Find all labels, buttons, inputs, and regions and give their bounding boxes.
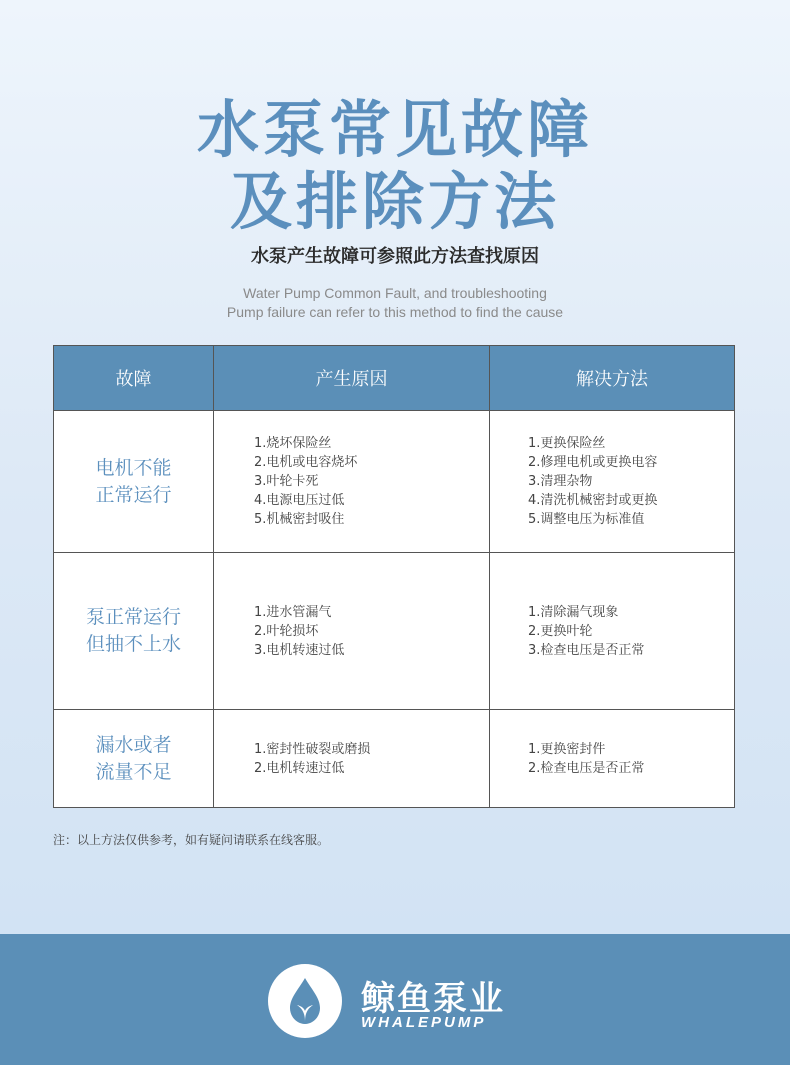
solution-item: 2.修理电机或更换电容 [528,455,658,470]
fault-text: 泵正常运行 [85,606,181,628]
solution-cell [490,710,734,807]
cause-item: 2.电机或电容烧坏 [254,455,358,470]
column-header-cause: 产生原因 [214,346,490,410]
table-row [54,411,734,553]
column-header-fault: 故障 [54,346,214,410]
cause-item: 5.机械密封吸住 [254,512,345,527]
column-header-solution: 解决方法 [576,369,648,390]
footer-banner [0,934,790,1065]
solution-cell [490,553,734,709]
solution-item: 2.检查电压是否正常 [528,760,645,776]
solution-cell [490,411,734,552]
subtitle: 水泵产生故障可参照此方法查找原因 [251,246,539,267]
cause-item: 1.进水管漏气 [254,604,332,620]
cause-item: 3.电机转速过低 [254,642,345,658]
cause-item: 2.叶轮损坏 [254,623,319,639]
solution-item: 1.更换密封件 [528,741,606,757]
solution-item: 5.调整电压为标准值 [528,512,645,527]
table-row [54,553,734,710]
english-subtitle-line1: Water Pump Common Fault, and troubleshooting [243,285,547,301]
fault-text: 正常运行 [95,483,172,506]
fault-text: 漏水或者 [95,733,172,756]
whale-tail-drop-icon [268,964,342,1038]
cause-item: 1.烧坏保险丝 [254,436,332,451]
solution-item: 1.清除漏气现象 [528,604,619,620]
cause-item: 1.密封性破裂或磨损 [254,741,371,757]
cause-item: 3.叶轮卡死 [254,474,319,489]
cause-cell [214,553,490,709]
fault-text: 但抽不上水 [85,633,181,655]
fault-text: 电机不能 [95,456,172,479]
english-subtitle-line2: Pump failure can refer to this method to find the cause [226,304,564,320]
fault-text: 流量不足 [95,760,172,783]
solution-item: 2.更换叶轮 [528,623,593,639]
table-header [54,346,734,411]
brand-name-en: WHALEPUMP [361,1014,487,1031]
solution-item: 3.清理杂物 [528,474,593,489]
cause-cell [214,710,490,807]
disclaimer-note: 注：以上方法仅供参考，如有疑问请联系在线客服。 [53,833,330,847]
fault-table [53,345,735,808]
whale-tail-drop-icon-svg [268,964,342,1038]
cause-item: 2.电机转速过低 [254,760,345,776]
solution-item: 3.检查电压是否正常 [528,642,645,658]
page-title-line2: 及排除方法 [229,165,560,238]
page-title-line1: 水泵常见故障 [196,93,593,166]
table-row [54,710,734,807]
brand-name-cn: 鲸鱼泵业 [361,979,505,1019]
fault-cell [54,411,214,552]
cause-cell [214,411,490,552]
fault-cell [54,710,214,807]
solution-item: 4.清洗机械密封或更换 [528,493,658,508]
cause-item: 4.电源电压过低 [254,493,345,508]
fault-cell [54,553,214,709]
solution-item: 1.更换保险丝 [528,436,606,451]
